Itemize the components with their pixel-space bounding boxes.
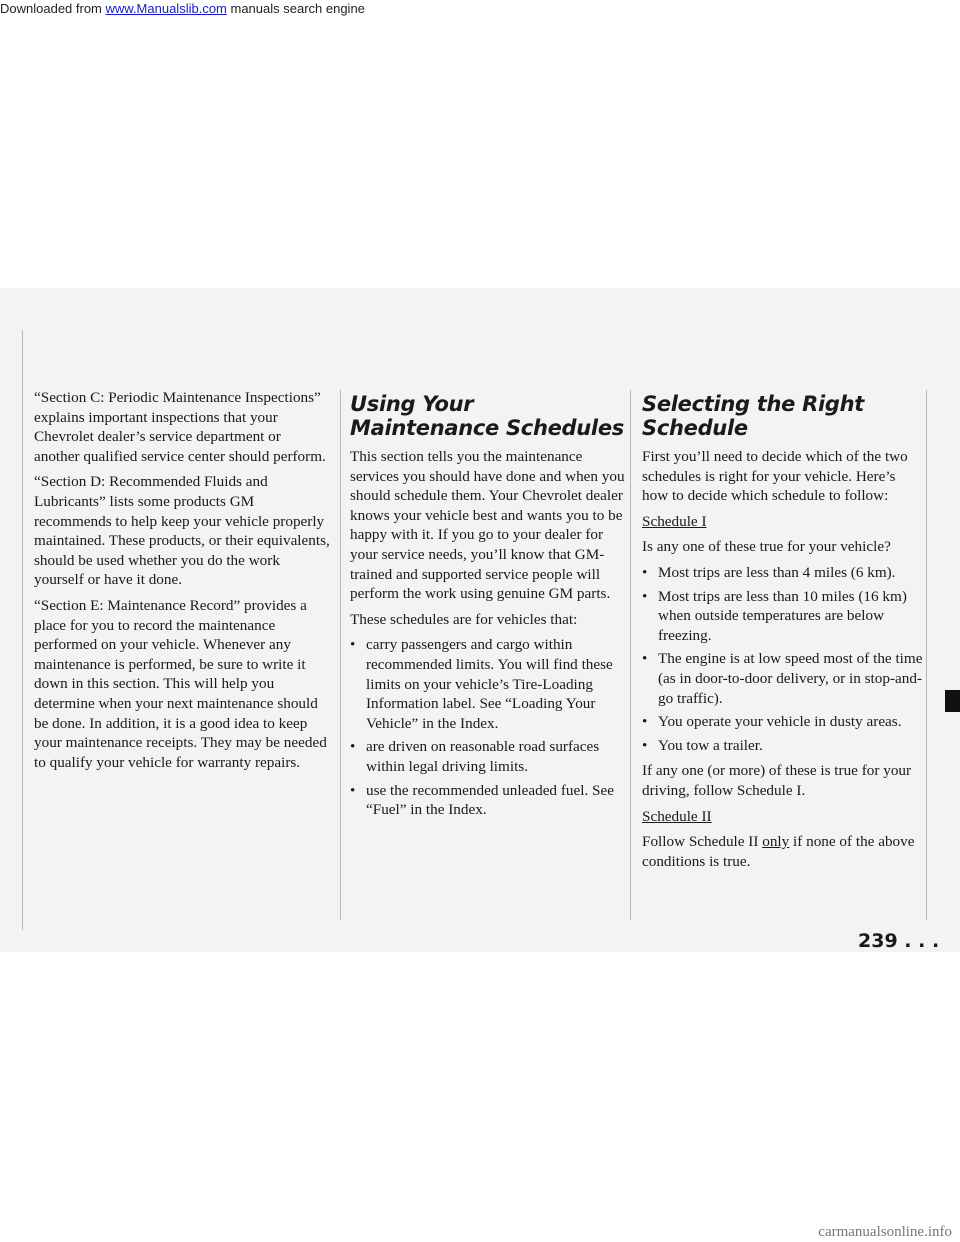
schedule-2-post: if none of the above conditions is true. bbox=[642, 833, 915, 870]
list-item-text: are driven on reasonable road surfaces within legal driving limits. bbox=[366, 738, 600, 775]
header-prefix: Downloaded from bbox=[0, 1, 106, 16]
list-item-text: You tow a trailer. bbox=[658, 736, 763, 754]
bullet-icon: • bbox=[642, 736, 648, 754]
bullet-icon: • bbox=[350, 738, 356, 756]
section-e-paragraph: “Section E: Maintenance Record” provides a place for you to record the maintenance performed on your vehicle. Whenever any maintenance is performed, be sure to write it down in this section. This will help you determine when your next maintenance should be done. In addition, it is a good idea to keep your maintenance receipts. They may be needed to qualify your vehicle for warranty repairs. bbox=[34, 596, 327, 771]
section-d-paragraph: “Section D: Recommended Fluids and Lubricants” lists some products GM recommends to help keep your vehicle properly maintained. These products, or their equivalents, should be used whether you do the work yourself or have it done. bbox=[34, 473, 330, 589]
list-item-text: Most trips are less than 4 miles (6 km). bbox=[658, 563, 896, 581]
manualslib-link[interactable]: www.Manualslib.com bbox=[105, 1, 227, 16]
bullet-icon: • bbox=[642, 650, 648, 668]
watermark-footer bbox=[0, 1222, 960, 1242]
section-c-paragraph: “Section C: Periodic Maintenance Inspections” explains important inspections that your Chevrolet dealer’s service department or another qualified service center should perform. bbox=[34, 389, 326, 465]
list-item bbox=[350, 781, 626, 820]
schedule-2-label: Schedule II bbox=[642, 807, 712, 825]
schedule-2-only: only bbox=[762, 833, 790, 851]
list-item-text: You operate your vehicle in dusty areas. bbox=[658, 713, 902, 731]
column-3 bbox=[642, 392, 924, 877]
list-item bbox=[642, 712, 924, 732]
bullet-icon: • bbox=[350, 781, 356, 799]
schedule-2-pre: Follow Schedule II bbox=[642, 833, 763, 851]
list-item-text: carry passengers and cargo within recommended limits. You will find these limits on your vehicle’s Tire-Loading Information label. See “Loading Your Vehicle” in the Index. bbox=[366, 636, 613, 732]
schedule-1-label: Schedule I bbox=[642, 512, 707, 530]
list-item bbox=[642, 587, 924, 646]
list-item-text: Most trips are less than 10 miles (16 km) when outside temperatures are below freezing. bbox=[658, 587, 907, 644]
maintenance-schedules-heading: Using Your Maintenance Schedules bbox=[350, 392, 624, 440]
column-1 bbox=[34, 388, 330, 778]
bullet-icon: • bbox=[642, 563, 648, 581]
bullet-icon: • bbox=[642, 713, 648, 731]
schedule-1-conditions bbox=[642, 563, 924, 755]
column-divider bbox=[926, 390, 927, 920]
download-header bbox=[0, 0, 960, 17]
list-item-text: use the recommended unleaded fuel. See “Fuel” in the Index. bbox=[366, 781, 614, 819]
schedule-1-question: Is any one of these true for your vehicle? bbox=[642, 538, 891, 556]
list-item bbox=[642, 563, 924, 583]
schedule-1-conclusion: If any one (or more) of these is true for your driving, follow Schedule I. bbox=[642, 762, 912, 799]
selecting-intro: First you’ll need to decide which of the two schedules is right for your vehicle. Here’s how to decide which schedule to follow: bbox=[642, 448, 908, 505]
list-item bbox=[642, 736, 924, 756]
column-2 bbox=[350, 392, 626, 826]
column-divider bbox=[340, 390, 341, 920]
vehicle-conditions-list bbox=[350, 635, 626, 819]
selecting-schedule-heading: Selecting the Right Schedule bbox=[642, 392, 865, 440]
list-item-text: The engine is at low speed most of the time (as in door-to-door delivery, or in stop-and-go traffic). bbox=[658, 650, 923, 707]
schedule-2-text bbox=[642, 832, 924, 871]
column-divider bbox=[630, 390, 631, 920]
carmanualsonline-watermark: carmanualsonline.info bbox=[818, 1224, 952, 1240]
schedules-lead: These schedules are for vehicles that: bbox=[350, 610, 578, 628]
list-item bbox=[642, 649, 924, 708]
bullet-icon: • bbox=[642, 587, 648, 605]
page-number: 239 . . . bbox=[858, 930, 940, 952]
section-tab-marker bbox=[945, 690, 960, 712]
header-suffix: manuals search engine bbox=[226, 1, 365, 16]
list-item bbox=[350, 635, 626, 733]
list-item bbox=[350, 737, 626, 776]
maintenance-intro: This section tells you the maintenance services you should have done and when you should schedule them. Your Chevrolet dealer knows your vehicle best and wants you to be happy with it. If you go to your dealer for your service needs, you’ll know that GM-trained and supported service people will perform the work using genuine GM parts. bbox=[350, 448, 625, 603]
page-edge-line bbox=[22, 330, 23, 930]
bullet-icon: • bbox=[350, 636, 356, 654]
